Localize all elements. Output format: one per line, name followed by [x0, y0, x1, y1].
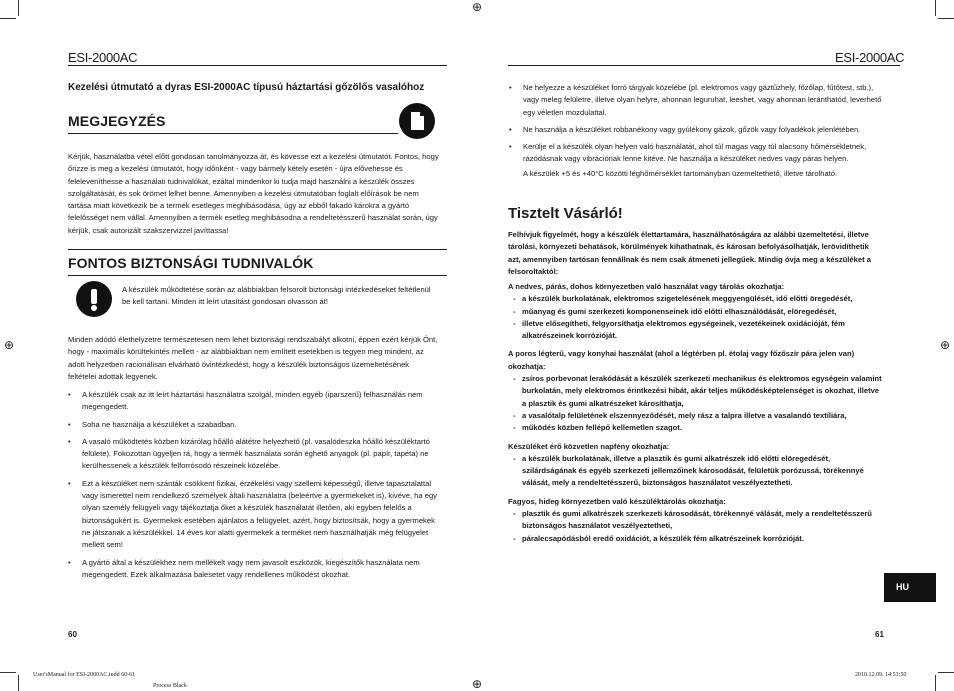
condition-list: [508, 453, 883, 490]
crop-mark: [0, 18, 16, 19]
list-item: - illetve elősegítheti, felgyorsíthatja elektromos egységeinek, vezetékeinek oxidációját, fém alkatrészeinek korrózióját.: [508, 318, 883, 343]
crop-mark: [938, 672, 954, 673]
note-rule: [68, 133, 398, 134]
customer-heading: Tisztelt Vásárló!: [508, 205, 623, 222]
list-item: • Ne használja a készüléket robbanékony vagy gyúlékony gázok, gőzök vagy folyadékok jelenlétében.: [509, 124, 889, 136]
condition-list: [508, 293, 883, 342]
crop-mark: [935, 675, 936, 691]
conditions-section: [508, 281, 883, 545]
page-number-right: 61: [875, 630, 884, 639]
crop-mark: [18, 675, 19, 691]
list-item: • Kerülje el a készülék olyan helyen való használatát, ahol túl magas vagy túl alacsony hőmérsékletnek, rázódásnak vagy vibrációnak lenne kitéve. Ne használja a készüléket nedves vagy páras helyen.: [509, 141, 889, 166]
safety-heading: FONTOS BIZTONSÁGI TUDNIVALÓK: [68, 255, 314, 271]
customer-intro: Felhívjuk figyelmét, hogy a készülék élettartamára, használhatóságára az alábbi üzemeltetési, illetve tárolási, környezeti behatások, körülmények kihathatnak, és károsan befolyásolhatják, lerövidíthetik azt, amennyiben tartósan fennállnak és nem csak átmeneti jellegűek. Mindig óvja meg a készüléket a felsoroltaktól:: [508, 230, 871, 276]
condition-title: A nedves, párás, dohos környezetben való használat vagy tárolás okozhatja:: [508, 282, 785, 291]
crop-mark: [938, 18, 954, 19]
document-icon: [399, 103, 435, 139]
language-tab: HU: [884, 573, 936, 602]
registration-mark-icon: ⊕: [939, 338, 951, 352]
list-item: - műanyag és gumi szerkezeti komponenseinek idő előtti elhasználódását, elöregedését,: [508, 306, 883, 318]
condition-title: A poros légterű, vagy konyhai használat (ahol a légtérben pl. étolaj vagy főzőszír pára jelen van) okozhatja:: [508, 349, 855, 371]
list-item: • A gyártó által a készülékhez nem mellékelt vagy nem javasolt eszközök, kiegészítők használata nem megengedett. Ezek alkalmazása balesetet vagy rendellenes működést okozhat.: [68, 557, 443, 582]
footer-timestamp: 2010.12.09. 14:53:50: [855, 672, 907, 678]
footer-file: User'sManual for ESI-2000AC.indd 60-61: [33, 672, 136, 678]
list-item: • Soha ne használja a készüléket a szabadban.: [68, 419, 443, 431]
intro-title: Kezelési útmutató a dyras ESI-2000AC típusú háztartási gőzölős vasalóhoz: [68, 82, 425, 93]
temperature-note: A készülék +5 és +40°C közötti léghőmérséklet tartományban üzemeltethető, illetve tárolható.: [523, 169, 838, 178]
page-number-left: 60: [68, 630, 77, 639]
list-item: - a készülék burkolatának, illetve a plasztik és gumi alkatrészek idő előtti elöregedését, szilárdságának és egyéb szerkezeti jellemzőinek károsodását, felületük porózussá, törékennyé válását, mely a rendeltetésszerű, biztonságos használatot veszélyeztetheti.: [508, 453, 883, 490]
condition-list: [508, 373, 883, 434]
list-item: • A készülék csak az itt leírt háztartási használatra szolgál, minden egyéb (iparszerű) felhasználás nem megengedett.: [68, 389, 443, 414]
crop-mark: [935, 0, 936, 16]
list-item: • Ne helyezze a készüléket forró tárgyak közelébe (pl. elektromos vagy gáztűzhely, főzőlap, fűtőtest, stb.), vagy meleg felületre, illetve olyan helyre, ahonnan leguruhat, leeshet, vagy ahonnan leránthatód, leverhető egy véletlen mozdulattal.: [509, 82, 889, 119]
registration-mark-icon: ⊕: [471, 677, 483, 691]
crop-mark: [0, 672, 16, 673]
safety-rule: [68, 249, 447, 250]
crop-mark: [18, 0, 19, 16]
warning-icon: [76, 281, 112, 317]
list-item: • A vasaló működtetés közben kizárólag hőálló alátétre helyezhető (pl. vasalódeszka hőálló készüléktartó felülete). Fokozottan ügyeljen rá, hogy a termék használata során éghető anyagok (pl. papír, tapéta) ne kerülhessenek a készülék felforrósodó részeinek közelébe.: [68, 436, 443, 473]
header-rule-right: [508, 65, 900, 66]
list-item: - a készülék burkolatának, elektromos szigetelésének meggyengülését, idő előtti öregedését,: [508, 293, 883, 305]
note-heading: MEGJEGYZÉS: [68, 113, 166, 129]
safety-paragraph: Minden adódó élethelyzetre természetesen nem lehet biztonsági rendszabályt alkotni, éppen ezért kérjük Önt, hogy - maximális körültekintés mellett - az alábbiakban nem említett esetekben is tegyen meg mindent, az adott helyzetben racionálisan elvárható óvintézkedést, hogy a készülék biztonságos üzemeltetésének feltételei adottak legyenek.: [68, 335, 438, 381]
right-safety-list: [509, 82, 889, 166]
list-item: • Ezt a készüléket nem szánták csökkent fizikai, érzékelési vagy szellemi képességű, illetve tapasztalattal vagy ismerettel nem rendelkező személyek általi használatra (beleértve a gyermekeket is), kivéve, ha egy olyan személy felügyeli vagy tájékoztatja őket a készülék használatát illetően, aki egyben felelős a biztonságukért is. Gyermekek esetében ajánlatos a felügyelet, azért, hogy biztosítsák, hogy a gyermekek ne játszanak a készülékkel. 14 éves kor alatti gyermekek a terméket nem használhatják még felügyelet mellett sem!: [68, 478, 443, 552]
condition-list: [508, 508, 883, 545]
list-item: - zsíros porbevonat lerakódását a készülék szerkezeti mechanikus és elektromos egységein valamint burkolatán, mely elektromos érintkezési hibát, akár teljes működésképtelenséget is okozhat, illetve a plasztik és gumi alkatrészeket károsíthatja,: [508, 373, 883, 410]
model-header-left: ESI-2000AC: [68, 50, 138, 65]
note-body: Kérjük, használatba vétel előtt gondosan tanulmányozza át, és kövesse ezt a kezelési útmutatót. Fontos, hogy őrizze is meg a kezelési útmutatót, hogy időnként - vagy bármely kétely esetén - újra elővehesse és feleleveníthesse a használati tudnivalókat, ezáltal mindenkor ki tudja majd használni a készülék összes szolgáltatását, és sok örömet lelhet benne. Amennyiben a kezelési útmutatóban foglalt előírások be nem tartása miatt következik be a termék esetleges meghibásodása, úgy az ebből fakadó károkra a gyártó felelősséget nem vállal. Amennyiben a termék esetleg meghibásodna a rendeltetésszerű használat során, úgy kérjük, csak autorizált szakszervizzel javíttassa!: [68, 152, 439, 235]
condition-title: Fagyos, hideg környezetben való készüléktárolás okozhatja:: [508, 496, 726, 506]
registration-mark-icon: ⊕: [471, 0, 483, 14]
safety-list: [68, 389, 443, 586]
list-item: - plasztik és gumi alkatrészek szerkezeti károsodását, törékennyé válását, mely a rendeltetésszerű biztonságos használatot veszélyeztetheti,: [508, 508, 883, 533]
registration-mark-icon: ⊕: [3, 338, 15, 352]
list-item: - páralecsapódásból eredő oxidációt, a készülék fém alkatrészeinek korrózióját.: [508, 533, 883, 545]
list-item: - a vasalótalp felületének elszennyeződését, mely rász a talpra illetve a vasalandó textíliára,: [508, 410, 883, 422]
header-rule-left: [68, 65, 447, 66]
safety-rule-bottom: [68, 275, 447, 276]
list-item: - működés közben fellépő kellemetlen szagot.: [508, 422, 883, 434]
model-header-right: ESI-2000AC: [835, 50, 905, 65]
condition-title: Készüléket érő közvetlen napfény okozhatja:: [508, 441, 670, 451]
footer-process: Process Black: [153, 683, 187, 689]
safety-intro: A készülék működtetése során az alábbiakban felsorolt biztonsági intézkedéseket feltétlenül be kell tartani. Minden itt leírt utasítást gondosan olvasson át!: [122, 285, 431, 307]
